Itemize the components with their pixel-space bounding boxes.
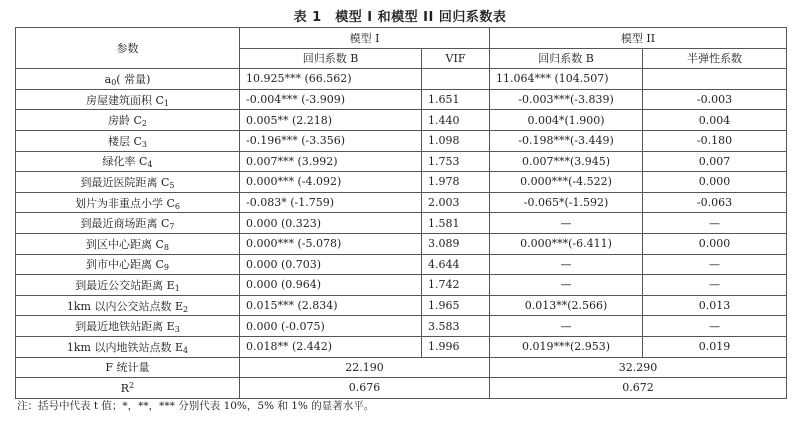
param-subscript: 2 bbox=[183, 304, 189, 314]
vif-header: VIF bbox=[422, 48, 490, 69]
table-title: 表 1 模型 I 和模型 II 回归系数表 bbox=[293, 10, 507, 25]
param-name bbox=[16, 89, 240, 110]
r-superscript: 2 bbox=[129, 380, 135, 390]
vif-value: 2.003 bbox=[422, 192, 490, 213]
table-row bbox=[16, 316, 787, 337]
param-label: a bbox=[104, 72, 112, 86]
param-name bbox=[16, 69, 240, 90]
table-row bbox=[16, 275, 787, 296]
vif-value: 1.651 bbox=[422, 89, 490, 110]
table-row bbox=[16, 110, 787, 131]
vif-value: 1.753 bbox=[422, 151, 490, 172]
r-squared-model2: 0.672 bbox=[490, 378, 787, 399]
coef-b-model1: 0.015*** (2.834) bbox=[240, 295, 422, 316]
coef-b-model2: -0.065*(-1.592) bbox=[490, 192, 643, 213]
table-row bbox=[16, 151, 787, 172]
param-label: 到最近医院距离 C bbox=[80, 175, 170, 189]
param-name bbox=[16, 172, 240, 193]
coef-b-model1: -0.196*** (-3.356) bbox=[240, 130, 422, 151]
coef-b-header-model2: 回归系数 B bbox=[490, 48, 643, 69]
param-subscript: 8 bbox=[163, 242, 169, 252]
table-row bbox=[16, 192, 787, 213]
param-name bbox=[16, 130, 240, 151]
elasticity-value: 0.000 bbox=[643, 172, 787, 193]
elasticity-value: 0.019 bbox=[643, 336, 787, 357]
param-name bbox=[16, 254, 240, 275]
table-row bbox=[16, 89, 787, 110]
param-label: 房龄 C bbox=[107, 114, 142, 128]
coef-b-model2: 0.007***(3.945) bbox=[490, 151, 643, 172]
coef-b-model1: 0.018** (2.442) bbox=[240, 336, 422, 357]
header-row-1 bbox=[16, 28, 787, 49]
elasticity-value: -0.180 bbox=[643, 130, 787, 151]
vif-value: 3.583 bbox=[422, 316, 490, 337]
param-label: 到最近商场距离 C bbox=[80, 217, 170, 231]
param-label: 到最近地铁站距离 E bbox=[75, 320, 175, 334]
coef-b-model1: -0.004*** (-3.909) bbox=[240, 89, 422, 110]
table-row bbox=[16, 233, 787, 254]
coef-b-model2: 0.019***(2.953) bbox=[490, 336, 643, 357]
coef-b-model1: 0.000 (-0.075) bbox=[240, 316, 422, 337]
r-squared-model1: 0.676 bbox=[240, 378, 490, 399]
coef-b-model2: 0.000***(-4.522) bbox=[490, 172, 643, 193]
model2-header: 模型 II bbox=[490, 28, 787, 49]
param-name bbox=[16, 275, 240, 296]
r-squared-row bbox=[16, 378, 787, 399]
param-subscript: 2 bbox=[141, 119, 147, 129]
coef-b-model1: 0.005** (2.218) bbox=[240, 110, 422, 131]
vif-value: 1.996 bbox=[422, 336, 490, 357]
coef-b-model1: -0.083* (-1.759) bbox=[240, 192, 422, 213]
table-row bbox=[16, 336, 787, 357]
param-label: 到区中心距离 C bbox=[85, 237, 164, 251]
param-label: 绿化率 C bbox=[102, 155, 148, 169]
param-label: 1km 以内公交站点数 E bbox=[66, 299, 184, 313]
table-row bbox=[16, 295, 787, 316]
f-stat-model2: 32.290 bbox=[490, 357, 787, 378]
coef-b-model2: 0.013**(2.566) bbox=[490, 295, 643, 316]
coef-b-model2: 0.000***(-6.411) bbox=[490, 233, 643, 254]
coef-b-model1: 0.000*** (-5.078) bbox=[240, 233, 422, 254]
table-row bbox=[16, 254, 787, 275]
param-subscript: 1 bbox=[163, 98, 169, 108]
regression-table bbox=[15, 27, 787, 399]
param-name bbox=[16, 151, 240, 172]
vif-value: 1.581 bbox=[422, 213, 490, 234]
coef-b-model2: 11.064*** (104.507) bbox=[490, 69, 643, 90]
param-label: 1km 以内地铁站点数 E bbox=[66, 340, 184, 354]
param-name bbox=[16, 316, 240, 337]
param-subscript: 3 bbox=[141, 139, 147, 149]
vif-value: 1.440 bbox=[422, 110, 490, 131]
param-subscript: 4 bbox=[147, 160, 153, 170]
coef-b-model2: — bbox=[490, 254, 643, 275]
coef-b-model1: 0.000*** (-4.092) bbox=[240, 172, 422, 193]
elasticity-value: — bbox=[643, 316, 787, 337]
param-subscript: 5 bbox=[169, 180, 175, 190]
vif-value: 1.965 bbox=[422, 295, 490, 316]
elasticity-value: 0.004 bbox=[643, 110, 787, 131]
vif-value: 1.098 bbox=[422, 130, 490, 151]
vif-value: 3.089 bbox=[422, 233, 490, 254]
elasticity-value: 0.007 bbox=[643, 151, 787, 172]
elasticity-value: — bbox=[643, 275, 787, 296]
f-stat-row bbox=[16, 357, 787, 378]
param-label: 房屋建筑面积 C bbox=[85, 93, 164, 107]
param-suffix: ( 常量) bbox=[116, 72, 151, 86]
coef-b-model1: 10.925*** (66.562) bbox=[240, 69, 422, 90]
coef-b-header-model1: 回归系数 B bbox=[240, 48, 422, 69]
param-label: 到市中心距离 C bbox=[85, 258, 164, 272]
table-note: 注：括号中代表 t 值；*，**，*** 分别代表 10%，5% 和 1% 的显著水平。 bbox=[17, 400, 375, 412]
vif-value: 4.644 bbox=[422, 254, 490, 275]
elasticity-value: -0.003 bbox=[643, 89, 787, 110]
coef-b-model1: 0.000 (0.323) bbox=[240, 213, 422, 234]
param-label: 划片为非重点小学 C bbox=[74, 196, 175, 210]
param-header: 参数 bbox=[16, 28, 240, 69]
coef-b-model1: 0.000 (0.703) bbox=[240, 254, 422, 275]
r-letter: R bbox=[120, 381, 130, 395]
param-name bbox=[16, 110, 240, 131]
coef-b-model2: — bbox=[490, 275, 643, 296]
vif-value bbox=[422, 69, 490, 90]
elasticity-header: 半弹性系数 bbox=[643, 48, 787, 69]
param-subscript: 4 bbox=[183, 345, 189, 355]
param-name bbox=[16, 336, 240, 357]
elasticity-value: 0.013 bbox=[643, 295, 787, 316]
param-name bbox=[16, 213, 240, 234]
param-subscript: 3 bbox=[174, 325, 180, 335]
param-label: 楼层 C bbox=[107, 134, 142, 148]
param-subscript: 7 bbox=[169, 222, 175, 232]
table-row bbox=[16, 172, 787, 193]
model1-header: 模型 I bbox=[240, 28, 490, 49]
f-stat-label: F 统计量 bbox=[16, 357, 240, 378]
param-subscript: 1 bbox=[174, 283, 180, 293]
elasticity-value: — bbox=[643, 213, 787, 234]
param-subscript: 9 bbox=[163, 263, 169, 273]
param-label: 到最近公交站距离 E bbox=[75, 278, 175, 292]
coef-b-model1: 0.000 (0.964) bbox=[240, 275, 422, 296]
table-row bbox=[16, 69, 787, 90]
coef-b-model2: -0.003***(-3.839) bbox=[490, 89, 643, 110]
coef-b-model1: 0.007*** (3.992) bbox=[240, 151, 422, 172]
elasticity-value: -0.063 bbox=[643, 192, 787, 213]
vif-value: 1.742 bbox=[422, 275, 490, 296]
f-stat-model1: 22.190 bbox=[240, 357, 490, 378]
param-subscript: 0 bbox=[111, 77, 117, 87]
elasticity-value: — bbox=[643, 254, 787, 275]
coef-b-model2: — bbox=[490, 213, 643, 234]
param-name bbox=[16, 295, 240, 316]
r-squared-label bbox=[16, 378, 240, 399]
param-subscript: 6 bbox=[174, 201, 180, 211]
vif-value: 1.978 bbox=[422, 172, 490, 193]
param-name bbox=[16, 233, 240, 254]
coef-b-model2: -0.198***(-3.449) bbox=[490, 130, 643, 151]
elasticity-value bbox=[643, 69, 787, 90]
table-row bbox=[16, 130, 787, 151]
coef-b-model2: 0.004*(1.900) bbox=[490, 110, 643, 131]
table-row bbox=[16, 213, 787, 234]
coef-b-model2: — bbox=[490, 316, 643, 337]
elasticity-value: 0.000 bbox=[643, 233, 787, 254]
param-name bbox=[16, 192, 240, 213]
